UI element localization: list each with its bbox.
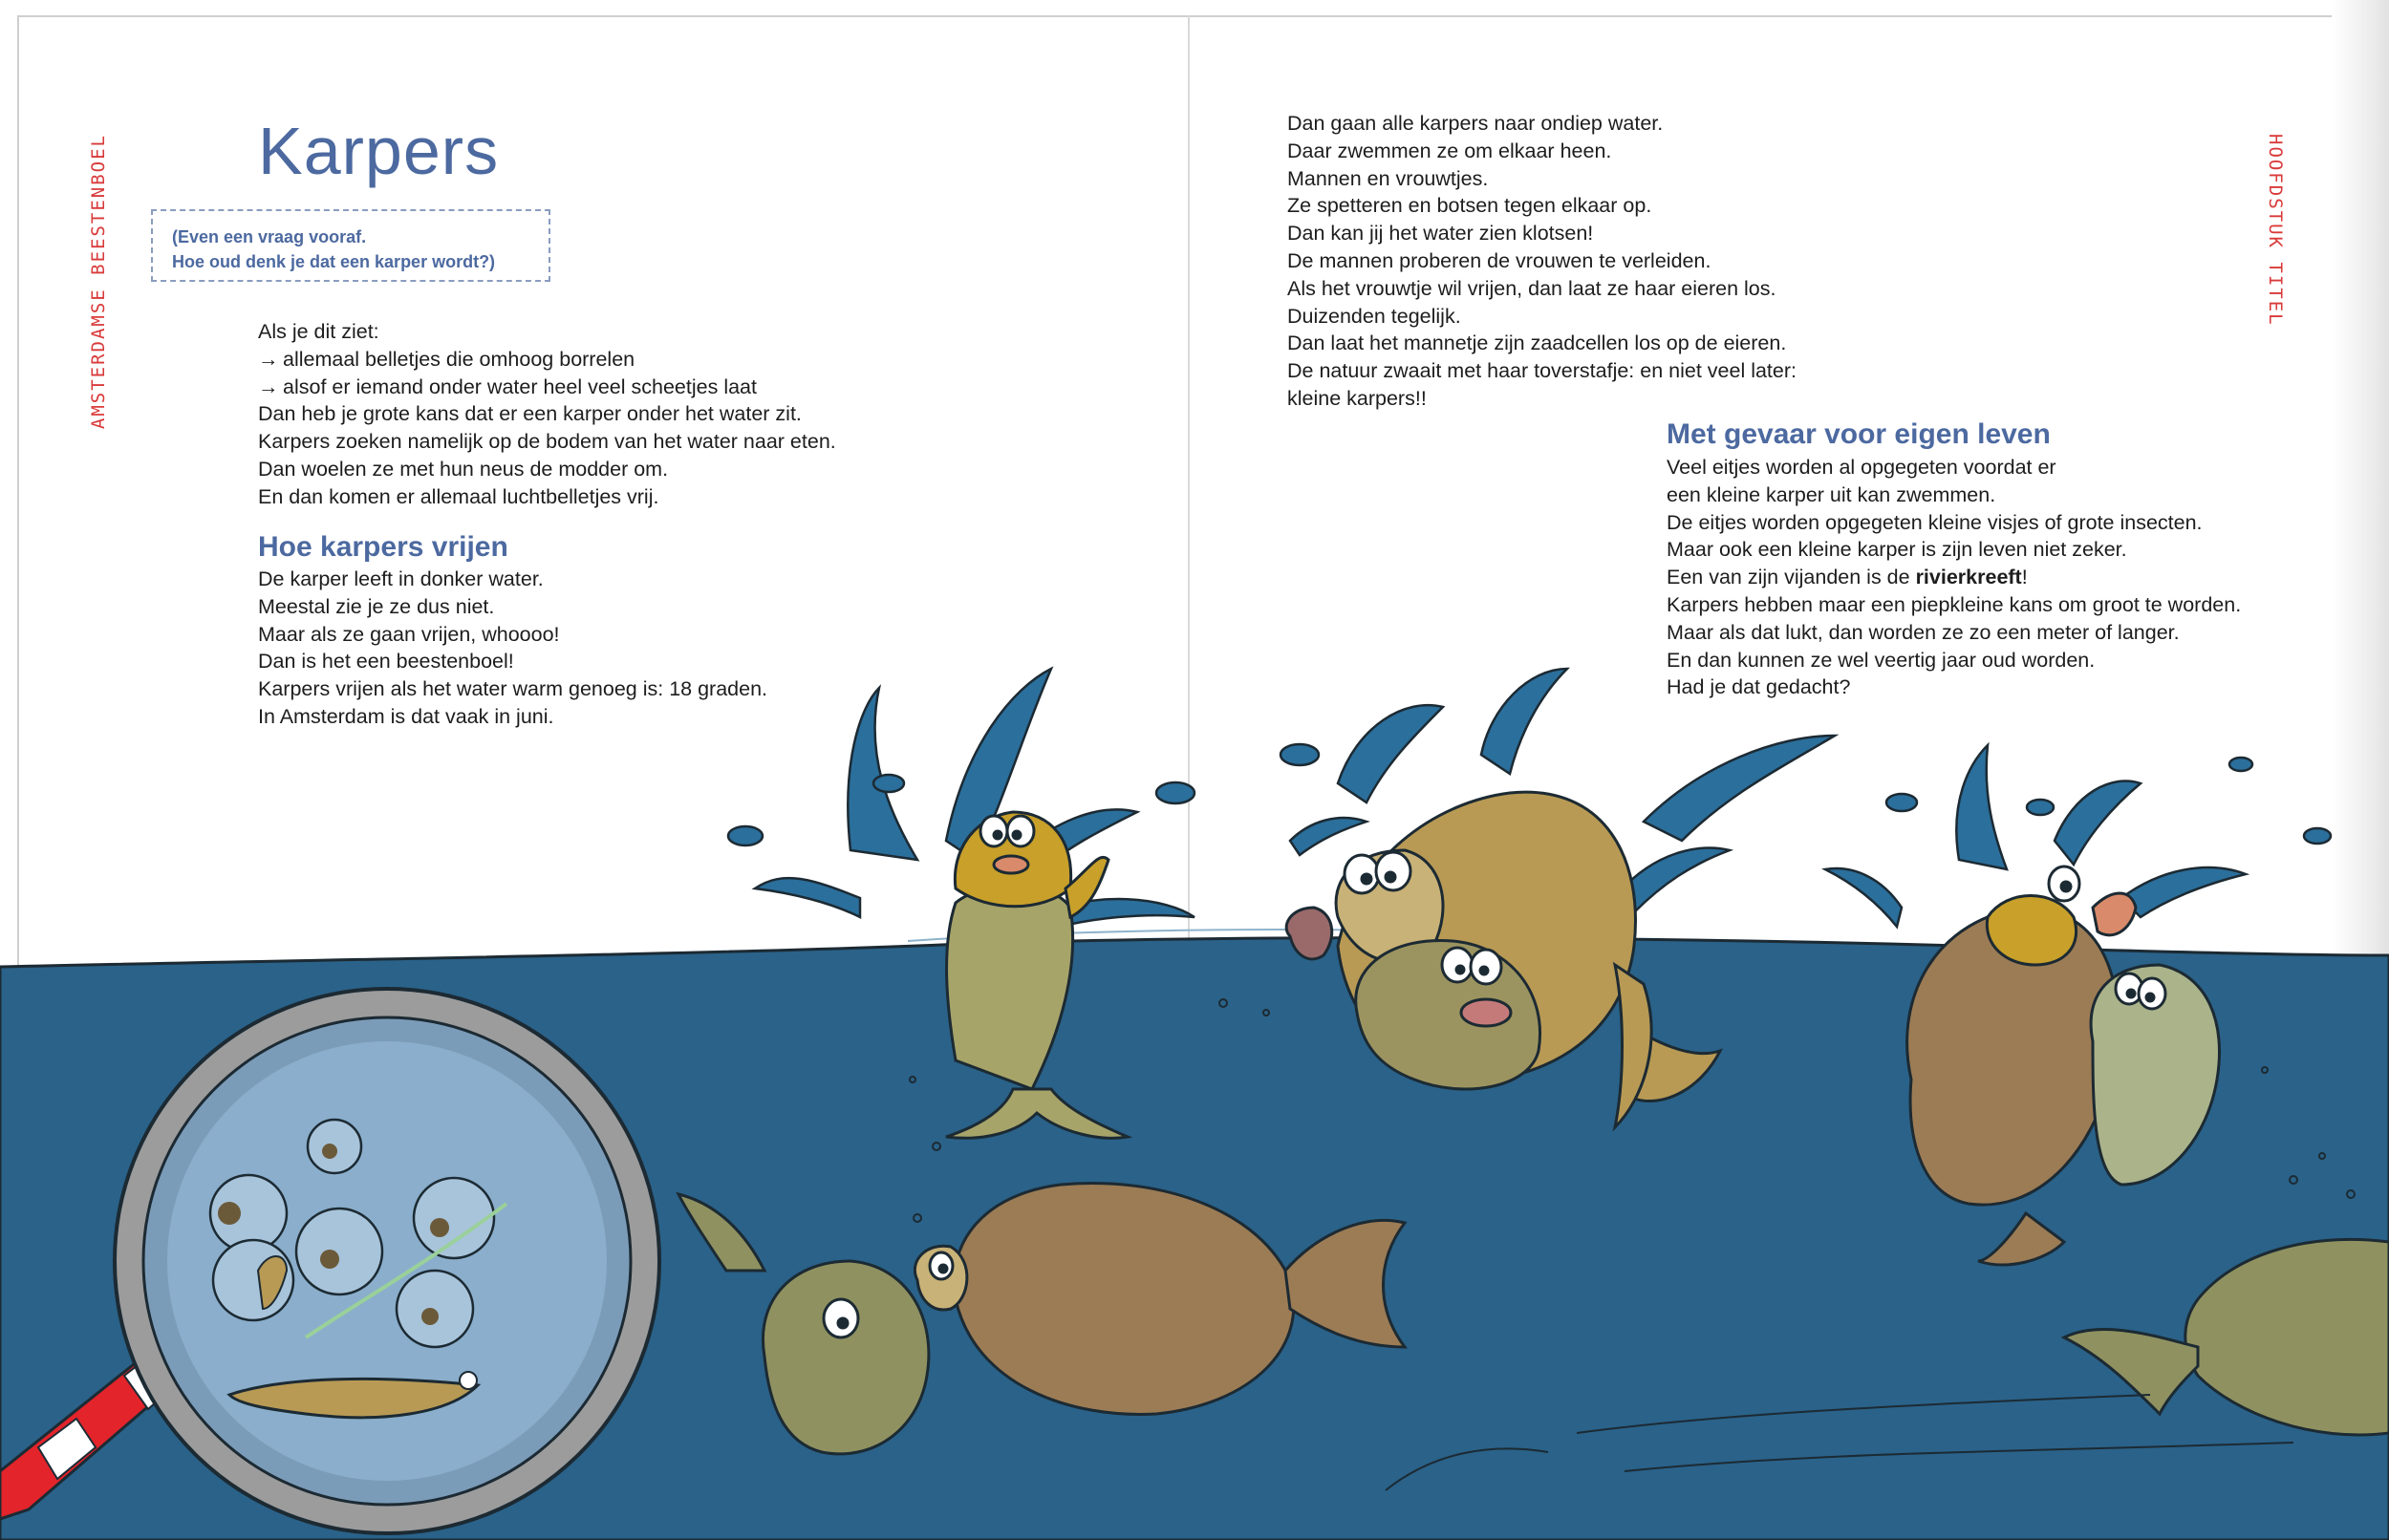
side-label-book: AMSTERDAMSE BEESTENBOEL xyxy=(88,134,109,430)
text-line: Karpers hebben maar een piepkleine kans om groot te worden. xyxy=(1667,592,2242,616)
text-line: In Amsterdam is dat vaak in juni. xyxy=(258,704,554,728)
text-line: De karper leeft in donker water. xyxy=(258,567,544,590)
page-title: Karpers xyxy=(258,114,500,188)
text-line: Maar als ze gaan vrijen, whoooo! xyxy=(258,622,560,646)
continuation-paragraph xyxy=(1287,110,1797,413)
keyword-rivierkreeft: rivierkreeft xyxy=(1915,566,2022,589)
side-label-chapter: HOOFDSTUK TITEL xyxy=(2265,134,2286,327)
bullet-arrow-icon: → xyxy=(258,347,279,371)
section-heading-gevaar: Met gevaar voor eigen leven xyxy=(1667,418,2051,450)
text-line: Duizenden tegelijk. xyxy=(1287,304,1461,328)
question-box xyxy=(151,209,550,282)
section-heading-vrijen: Hoe karpers vrijen xyxy=(258,531,508,563)
text-line: Dan is het een beestenboel! xyxy=(258,650,514,674)
text-line: Als het vrouwtje wil vrijen, dan laat ze haar eieren los. xyxy=(1287,276,1776,300)
text-line: De mannen proberen de vrouwen te verleiden. xyxy=(1287,248,1711,272)
text-line: Karpers vrijen als het water warm genoeg is: 18 graden. xyxy=(258,677,767,701)
intro-paragraph xyxy=(258,318,836,511)
intro-line: Dan woelen ze met hun neus de modder om. xyxy=(258,457,669,481)
intro-line: Als je dit ziet: xyxy=(258,320,379,343)
text-line: Daar zwemmen ze om elkaar heen. xyxy=(1287,139,1612,162)
bullet-item: → alsof er iemand onder water heel veel scheetjes laat xyxy=(258,374,836,401)
bullet-item: → allemaal belletjes die omhoog borrelen xyxy=(258,346,836,374)
text-line: De eitjes worden opgegeten kleine visjes of grote insecten. xyxy=(1667,510,2203,534)
text-line: Maar ook een kleine karper is zijn leven niet zeker. xyxy=(1667,538,2127,562)
text-line: Ze spetteren en botsen tegen elkaar op. xyxy=(1287,194,1652,218)
vrijen-paragraph xyxy=(258,566,767,731)
text-line: Dan kan jij het water zien klotsen! xyxy=(1287,222,1594,246)
text-line: Meestal zie je ze dus niet. xyxy=(258,594,495,618)
question-line-2: Hoe oud denk je dat een karper wordt?) xyxy=(172,252,496,271)
intro-line: Karpers zoeken namelijk op de bodem van het water naar eten. xyxy=(258,430,836,454)
text-line: De natuur zwaait met haar toverstafje: en niet veel later: xyxy=(1287,359,1797,383)
gevaar-paragraph xyxy=(1667,454,2241,701)
text-line: En dan kunnen ze wel veertig jaar oud worden. xyxy=(1667,648,2096,672)
bullet-arrow-icon: → xyxy=(258,374,279,398)
question-line-1: (Even een vraag vooraf. xyxy=(172,227,367,246)
text-line: kleine karpers!! xyxy=(1287,386,1427,410)
text-line: Maar als dat lukt, dan worden ze zo een meter of langer. xyxy=(1667,620,2180,644)
text-line: Dan laat het mannetje zijn zaadcellen los op de eieren. xyxy=(1287,332,1787,355)
text-line: Had je dat gedacht? xyxy=(1667,675,1851,699)
intro-line: En dan komen er allemaal luchtbelletjes vrij. xyxy=(258,484,659,508)
text-line: Dan gaan alle karpers naar ondiep water. xyxy=(1287,112,1664,135)
text-line: Mannen en vrouwtjes. xyxy=(1287,166,1489,190)
text-line: Veel eitjes worden al opgegeten voordat er xyxy=(1667,456,2056,479)
text-line: een kleine karper uit kan zwemmen. xyxy=(1667,482,1996,506)
text-line: Een van zijn vijanden is de rivierkreeft! xyxy=(1667,566,2028,589)
intro-line: Dan heb je grote kans dat er een karper onder het water zit. xyxy=(258,402,802,426)
